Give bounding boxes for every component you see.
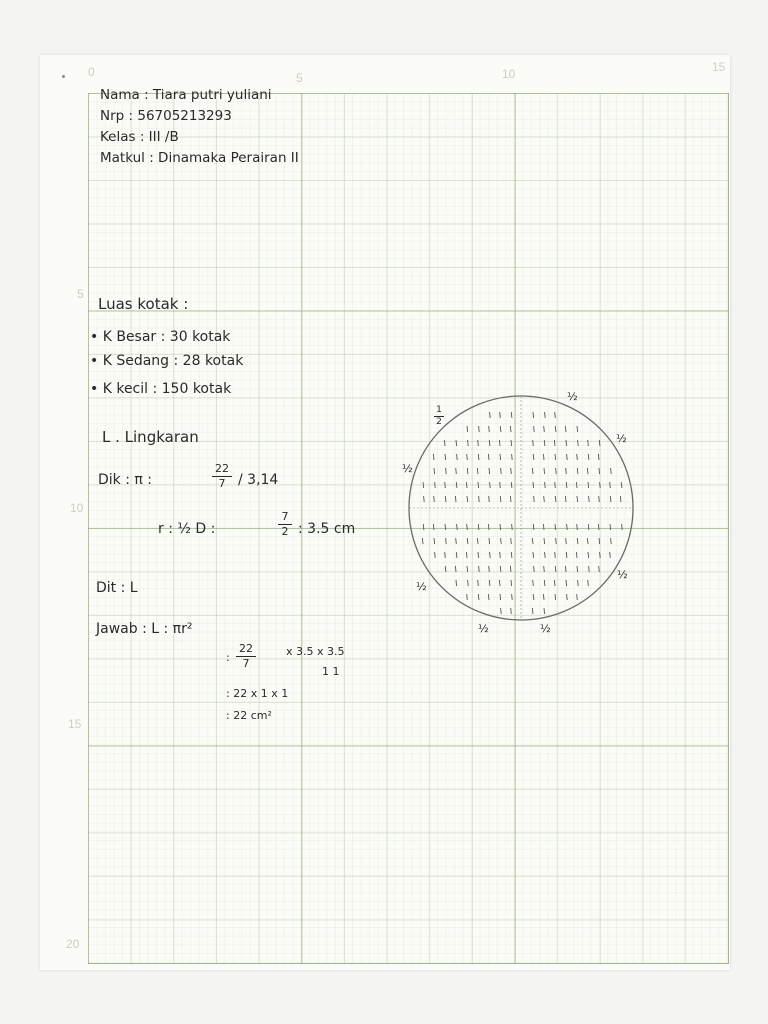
r-denominator: 2: [281, 525, 289, 538]
hatch-stroke: [576, 552, 577, 558]
hatch-stroke: [567, 454, 568, 460]
hatch-stroke: [512, 454, 513, 460]
hatch-stroke: [423, 482, 424, 488]
hatch-stroke: [500, 552, 501, 558]
hatch-stroke: [467, 566, 468, 572]
scale-top-15: 15: [712, 60, 726, 74]
hatch-stroke: [599, 468, 600, 474]
hatch-stroke: [456, 580, 457, 586]
hatch-stroke: [545, 482, 546, 488]
lingkaran-title: L . Lingkaran: [102, 428, 199, 446]
hatch-stroke: [555, 412, 556, 418]
hatch-stroke: [555, 552, 556, 558]
circle-label-left-upper: ½: [402, 462, 413, 475]
scale-top-5: 5: [296, 71, 303, 85]
hatch-stroke: [533, 552, 534, 558]
hatch-stroke: [434, 468, 435, 474]
hatch-stroke: [467, 594, 468, 600]
hatch-stroke: [533, 482, 534, 488]
hatch-stroke: [500, 594, 501, 600]
pi-alternative: / 3,14: [238, 472, 279, 488]
hatch-stroke: [467, 454, 468, 460]
hatch-stroke: [468, 580, 469, 586]
hatch-stroke: [445, 496, 446, 502]
hatch-stroke: [544, 538, 545, 544]
hatch-stroke: [511, 608, 512, 614]
pi-denominator: 7: [218, 477, 226, 490]
r-numerator: 7: [281, 510, 289, 523]
hatch-stroke: [466, 552, 467, 558]
hatch-stroke: [555, 524, 556, 530]
hatch-stroke: [424, 496, 425, 502]
hatch-stroke: [490, 482, 491, 488]
hatch-stroke: [456, 538, 457, 544]
hatch-stroke: [577, 426, 578, 432]
hatch-stroke: [435, 482, 436, 488]
hatch-stroke: [467, 468, 468, 474]
hatch-stroke: [610, 482, 611, 488]
hatch-stroke: [446, 468, 447, 474]
hatch-stroke: [556, 468, 557, 474]
hatch-stroke: [578, 440, 579, 446]
jawab-multiplication: x 3.5 x 3.5: [286, 645, 345, 658]
hatch-stroke: [478, 482, 479, 488]
hatch-stroke: [511, 538, 512, 544]
hatch-stroke: [599, 566, 600, 572]
hatch-stroke: [532, 538, 533, 544]
hatch-stroke: [543, 454, 544, 460]
hatch-stroke: [500, 454, 501, 460]
hatch-stroke: [588, 580, 589, 586]
hatch-stroke: [489, 496, 490, 502]
circle-label-bottom-left: ½: [478, 622, 489, 635]
hatch-stroke: [534, 566, 535, 572]
hatch-stroke: [555, 496, 556, 502]
jawab-denominator: 7: [242, 657, 250, 670]
hatch-stroke: [565, 496, 566, 502]
hatch-stroke: [511, 468, 512, 474]
hatch-stroke: [467, 524, 468, 530]
header-kelas: Kelas : III /B: [100, 129, 179, 145]
hatch-stroke: [510, 566, 511, 572]
hatch-stroke: [554, 440, 555, 446]
hatch-stroke: [610, 524, 611, 530]
hatch-stroke: [490, 412, 491, 418]
hatch-stroke: [545, 552, 546, 558]
hatch-stroke: [500, 566, 501, 572]
hatch-stroke: [489, 566, 490, 572]
hatch-stroke: [478, 454, 479, 460]
scale-left-15: 15: [68, 717, 82, 731]
hatch-stroke: [555, 426, 556, 432]
hatch-stroke: [543, 594, 544, 600]
dit-line: Dit : L: [96, 580, 138, 596]
hatch-stroke: [512, 594, 513, 600]
hatch-stroke: [544, 426, 545, 432]
hatch-stroke: [511, 552, 512, 558]
hatch-stroke: [555, 594, 556, 600]
jawab-cancelled-ones: 1 1: [322, 665, 340, 678]
hatch-stroke: [478, 594, 479, 600]
hatch-stroke: [598, 454, 599, 460]
hatch-stroke: [610, 496, 611, 502]
hatch-stroke: [456, 482, 457, 488]
hatch-stroke: [545, 412, 546, 418]
hatch-stroke: [511, 440, 512, 446]
hatch-stroke: [488, 594, 489, 600]
hatch-stroke: [477, 468, 478, 474]
hatch-stroke: [467, 426, 468, 432]
hatch-stroke: [444, 440, 445, 446]
hatch-stroke: [488, 454, 489, 460]
hatch-stroke: [577, 496, 578, 502]
hatch-stroke: [577, 524, 578, 530]
hatch-stroke: [555, 566, 556, 572]
hatch-stroke: [500, 524, 501, 530]
hatch-stroke: [598, 524, 599, 530]
hatch-stroke: [587, 538, 588, 544]
hatch-stroke: [455, 566, 456, 572]
hatch-stroke: [445, 524, 446, 530]
hatch-stroke: [434, 496, 435, 502]
hatch-stroke: [578, 580, 579, 586]
circle-label-denominator: 2: [436, 417, 442, 427]
hatch-stroke: [501, 468, 502, 474]
hatch-stroke: [466, 482, 467, 488]
circle-label-left-lower: ½: [416, 580, 427, 593]
header-matkul: Matkul : Dinamaka Perairan II: [100, 150, 299, 166]
jawab-colon: :: [226, 651, 230, 664]
hatch-stroke: [620, 496, 621, 502]
hatch-stroke: [467, 496, 468, 502]
pi-numerator: 22: [215, 462, 229, 475]
hatch-stroke: [588, 454, 589, 460]
jawab-result: : 22 cm²: [226, 709, 272, 722]
hatch-stroke: [445, 482, 446, 488]
jawab-numerator: 22: [239, 642, 253, 655]
scale-left-20: 20: [66, 937, 80, 951]
hatch-stroke: [532, 608, 533, 614]
luas-item-kecil: • K kecil : 150 kotak: [90, 381, 232, 397]
hatch-stroke: [544, 566, 545, 572]
hatch-stroke: [422, 538, 423, 544]
scale-left-5: 5: [77, 287, 84, 301]
r-value: : 3.5 cm: [298, 521, 356, 537]
hatch-stroke: [478, 580, 479, 586]
hatch-stroke: [489, 538, 490, 544]
hatch-stroke: [512, 524, 513, 530]
hatch-stroke: [434, 538, 435, 544]
hatch-stroke: [445, 454, 446, 460]
hatch-stroke: [534, 426, 535, 432]
hatch-stroke: [565, 426, 566, 432]
hatch-stroke: [533, 580, 534, 586]
hatch-stroke: [544, 440, 545, 446]
hatch-stroke: [455, 496, 456, 502]
hatch-stroke: [622, 524, 623, 530]
hatch-stroke: [457, 524, 458, 530]
luas-title: Luas kotak :: [98, 295, 189, 313]
hatch-stroke: [566, 468, 567, 474]
circle-label-right-lower: ½: [617, 568, 628, 581]
hatch-stroke: [577, 594, 578, 600]
hatch-stroke: [489, 580, 490, 586]
hatch-stroke: [478, 552, 479, 558]
hatch-stroke: [544, 608, 545, 614]
hatch-stroke: [588, 524, 589, 530]
hatch-stroke: [489, 468, 490, 474]
hatch-stroke: [589, 496, 590, 502]
hatch-stroke: [544, 580, 545, 586]
dik-label: Dik : π :: [98, 472, 152, 488]
hatch-stroke: [478, 524, 479, 530]
hatch-stroke: [446, 538, 447, 544]
hatch-stroke: [533, 454, 534, 460]
hatch-stroke: [488, 524, 489, 530]
hatch-stroke: [611, 538, 612, 544]
hatch-stroke: [489, 440, 490, 446]
hatch-stroke: [566, 580, 567, 586]
hatch-stroke: [577, 566, 578, 572]
hatch-stroke: [477, 538, 478, 544]
hatch-marks: [422, 412, 622, 614]
hatch-stroke: [533, 594, 534, 600]
hatch-stroke: [478, 440, 479, 446]
hatch-stroke: [555, 482, 556, 488]
hatch-stroke: [499, 440, 500, 446]
circle-label-top-right: ½: [567, 390, 578, 403]
hatch-stroke: [511, 412, 512, 418]
hatch-stroke: [479, 566, 480, 572]
hatch-stroke: [588, 482, 589, 488]
header-nama: Nama : Tiara putri yuliani: [100, 87, 272, 103]
hatch-stroke: [600, 482, 601, 488]
hatch-stroke: [533, 440, 534, 446]
hatch-stroke: [499, 580, 500, 586]
hatch-stroke: [576, 482, 577, 488]
hatch-stroke: [500, 426, 501, 432]
hatch-stroke: [445, 566, 446, 572]
hatch-stroke: [577, 454, 578, 460]
hatch-stroke: [566, 440, 567, 446]
hatch-stroke: [588, 552, 589, 558]
hatch-stroke: [457, 454, 458, 460]
hatch-stroke: [433, 524, 434, 530]
circle-label-numerator: 1: [436, 405, 442, 415]
luas-item-besar: • K Besar : 30 kotak: [90, 329, 231, 345]
hatch-stroke: [510, 426, 511, 432]
hatch-stroke: [510, 496, 511, 502]
hatch-stroke: [566, 552, 567, 558]
jawab-line: Jawab : L : πr²: [96, 621, 193, 637]
hatch-stroke: [544, 496, 545, 502]
hatch-stroke: [533, 412, 534, 418]
hatch-stroke: [500, 482, 501, 488]
hatch-stroke: [435, 552, 436, 558]
hatch-stroke: [566, 538, 567, 544]
hatch-stroke: [532, 468, 533, 474]
hatch-stroke: [621, 482, 622, 488]
hatch-stroke: [456, 468, 457, 474]
hatch-stroke: [599, 440, 600, 446]
hatch-stroke: [587, 468, 588, 474]
hatch-stroke: [599, 538, 600, 544]
hatch-stroke: [511, 580, 512, 586]
hatch-stroke: [588, 440, 589, 446]
hatch-stroke: [489, 426, 490, 432]
hatch-stroke: [565, 566, 566, 572]
hatch-stroke: [577, 468, 578, 474]
hatch-stroke: [611, 468, 612, 474]
hatch-stroke: [456, 552, 457, 558]
hatch-stroke: [500, 412, 501, 418]
scale-top-10: 10: [502, 67, 516, 81]
hatch-stroke: [600, 552, 601, 558]
scale-top-0: 0: [88, 65, 95, 79]
hatch-stroke: [511, 482, 512, 488]
hatch-stroke: [554, 580, 555, 586]
hatch-stroke: [555, 454, 556, 460]
hatch-stroke: [566, 482, 567, 488]
hatch-stroke: [599, 496, 600, 502]
hatch-stroke: [467, 538, 468, 544]
hatch-stroke: [423, 524, 424, 530]
hatch-stroke: [500, 496, 501, 502]
hatch-stroke: [556, 538, 557, 544]
scale-left-10: 10: [70, 501, 84, 515]
hatch-stroke: [445, 552, 446, 558]
hatch-stroke: [610, 552, 611, 558]
hatch-stroke: [577, 538, 578, 544]
r-label: r : ½ D :: [158, 521, 216, 537]
circle-label-right-upper: ½: [616, 432, 627, 445]
header-nrp: Nrp : 56705213293: [100, 108, 232, 124]
hatch-stroke: [433, 454, 434, 460]
circle-label-bottom-right: ½: [540, 622, 551, 635]
jawab-step: : 22 x 1 x 1: [226, 687, 289, 700]
hatch-stroke: [490, 552, 491, 558]
hatch-stroke: [501, 538, 502, 544]
hatch-stroke: [567, 524, 568, 530]
hatch-stroke: [501, 608, 502, 614]
hatch-stroke: [479, 426, 480, 432]
hatch-stroke: [589, 566, 590, 572]
hatch-stroke: [533, 524, 534, 530]
hatch-stroke: [456, 440, 457, 446]
hatch-stroke: [567, 594, 568, 600]
hatch-stroke: [544, 468, 545, 474]
hatch-stroke: [479, 496, 480, 502]
hatch-stroke: [468, 440, 469, 446]
hatch-stroke: [543, 524, 544, 530]
circle-label-top-left: [434, 406, 444, 427]
hatch-stroke: [534, 496, 535, 502]
luas-item-sedang: • K Sedang : 28 kotak: [90, 353, 244, 369]
